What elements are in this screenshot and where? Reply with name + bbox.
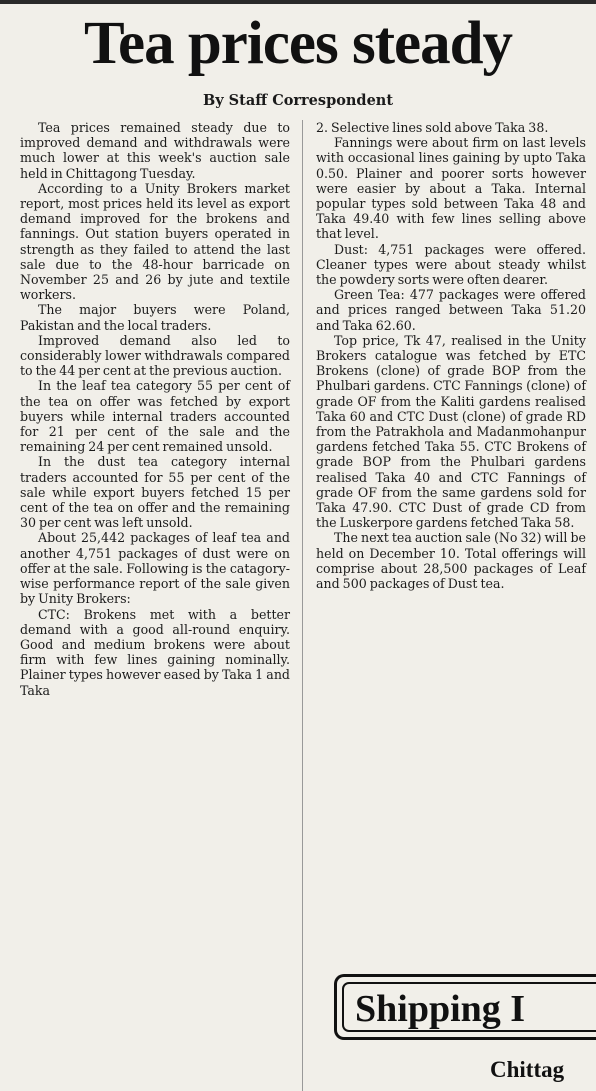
paragraph: The major buyers were Poland, Pakistan and the local traders.: [20, 302, 290, 333]
column-divider: [302, 120, 303, 1091]
paragraph: Dust: 4,751 packages were offered. Cleaner types were about steady whilst the powdery sorts were often dearer.: [316, 241, 586, 288]
article-headline: Tea prices steady: [83, 10, 513, 77]
paragraph: Fannings were about firm on last levels with occasional lines gaining by upto Taka 0.50. Plainer and poorer sorts however were easier by about a Taka. Internal popular types sold between Taka 48 and Taka 49.40 with few lines selling above that level.: [316, 135, 586, 242]
paragraph: Improved demand also led to considerably lower withdrawals compared to the 44 per cent at the previous auction.: [20, 332, 290, 379]
paragraph: The next tea auction sale (No 32) will be held on December 10. Total offerings will comprise about 28,500 packages of Leaf and 500 packages of Dust tea.: [316, 530, 586, 592]
shipping-advert-box: [334, 974, 596, 1040]
article-column-left: [20, 120, 290, 1091]
article-column-right: [316, 120, 586, 955]
paragraph: In the dust tea category internal traders accounted for 55 per cent of the sale while export buyers fetched 15 per cent of the tea on offer and the remaining 30 per cent was left unsold.: [20, 454, 290, 531]
paragraph: In the leaf tea category 55 per cent of the tea on offer was fetched by export buyers while internal traders accounted for 21 per cent of the sale and the remaining 24 per cent remained unsold.: [20, 378, 290, 455]
paragraph: According to a Unity Brokers market report, most prices held its level as export demand improved for the brokens and fannings. Out station buyers operated in strength as they failed to attend the last sale due to the 48-hour barricade on November 25 and 26 by jute and textile workers.: [20, 180, 290, 303]
paragraph: CTC: Brokens met with a better demand with a good all-round enquiry. Good and medium brokens were about firm with few lines gaining nominally. Plainer types however eased by Taka 1 and Taka: [20, 606, 290, 698]
advert-title: Shipping I: [355, 988, 526, 1030]
paragraph: About 25,442 packages of leaf tea and another 4,751 packages of dust were on offer at the sale. Following is the catagory-wise performance report of the sale given by Unity Brokers:: [20, 530, 290, 607]
top-rule: [0, 0, 596, 4]
advert-subtitle: Chittag: [490, 1057, 565, 1082]
paragraph: Top price, Tk 47, realised in the Unity Brokers catalogue was fetched by ETC Brokens (clone) of grade BOP from the Phulbari gardens. CTC Fannings (clone) of grade OF from the Kaliti gardens realised Taka 60 and CTC Dust (clone) of grade RD from the Patrakhola and Madanmohanpur gardens fetched Taka 55. CTC Brokens of grade BOP from the Phulbari gardens realised Taka 40 and CTC Fannings of grade OF from the same gardens sold for Taka 47.90. CTC Dust of grade CD from the Luskerpore gardens fetched Taka 58.: [316, 332, 586, 531]
paragraph: Green Tea: 477 packages were offered and prices ranged between Taka 51.20 and Taka 62.60.: [316, 287, 586, 333]
paragraph: Tea prices remained steady due to improved demand and withdrawals were much lower at this week's auction sale held in Chittagong Tuesday.: [20, 120, 290, 181]
article-byline: By Staff Correspondent: [202, 92, 394, 109]
paragraph-continuation: 2. Selective lines sold above Taka 38.: [316, 120, 549, 135]
